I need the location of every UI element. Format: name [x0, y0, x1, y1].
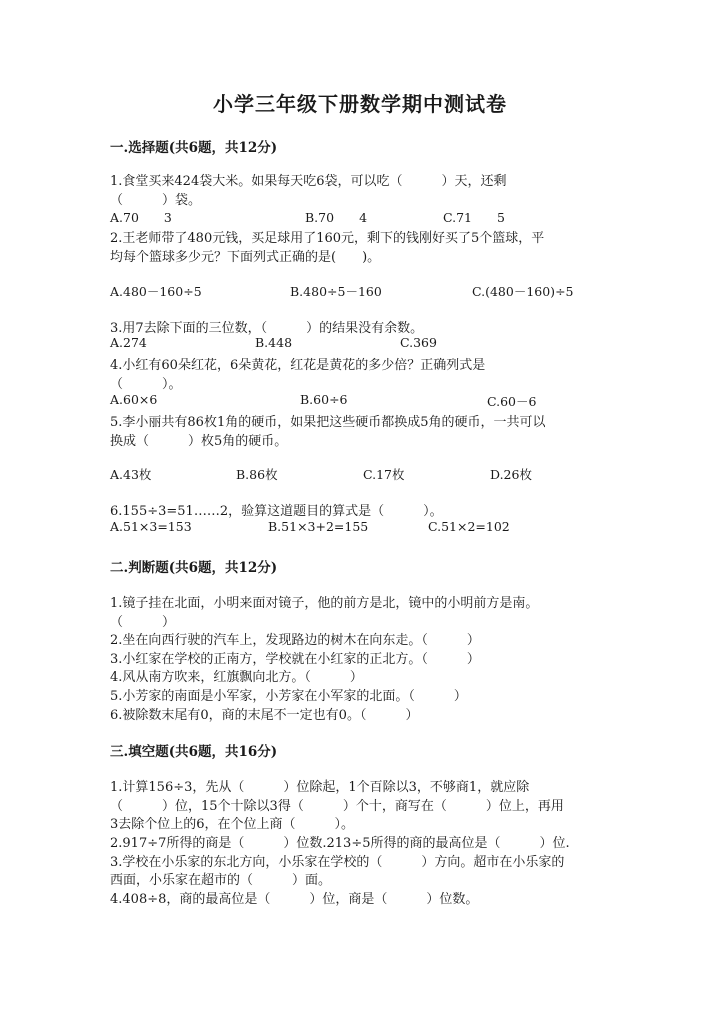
option-b: B.51×3+2=155	[268, 519, 369, 534]
section-heading-choice: 一.选择题(共6题，共12分)	[110, 140, 278, 156]
question-line: 1.计算156÷3，先从（ ）位除起，1个百除以3，不够商1，就应除	[110, 780, 530, 795]
option-d: D.26枚	[490, 467, 532, 482]
question-line: 3.学校在小乐家的东北方向，小乐家在学校的（ ）方向。超市在小乐家的	[110, 855, 565, 870]
option-c: C.60－6	[487, 394, 537, 409]
question-line: 3去除个位上的6，在个位上商（ ）。	[110, 817, 355, 832]
question-line: 2.917÷7所得的商是（ ）位数.213÷5所得的商的最高位是（ ）位.	[110, 836, 570, 851]
question-line: 1.镜子挂在北面，小明来面对镜子，他的前方是北，镜中的小明前方是南。	[110, 596, 539, 611]
option-b: B.480÷5－160	[290, 284, 382, 299]
question-line: 5.李小丽共有86枚1角的硬币，如果把这些硬币都换成5角的硬币，一共可以	[110, 415, 546, 430]
option-a: A.51×3=153	[110, 519, 192, 534]
question-line: 西面，小乐家在超市的（ ）面。	[110, 873, 332, 888]
option-a: A.274	[110, 335, 147, 350]
question-line: 3.用7去除下面的三位数，（ ）的结果没有余数。	[110, 321, 424, 336]
question-line: 5.小芳家的南面是小军家，小芳家在小军家的北面。（ ）	[110, 689, 467, 704]
option-b: B.60÷6	[300, 392, 348, 407]
question-line: 2.王老师带了480元钱，买足球用了160元，剩下的钱刚好买了5个篮球，平	[110, 231, 545, 246]
question-line: （ ）位，15个十除以3得（ ）个十，商写在（ ）位上，再用	[110, 799, 564, 814]
question-line: 4.408÷8，商的最高位是（ ）位，商是（ ）位数。	[110, 892, 479, 907]
option-c: C.17枚	[363, 467, 405, 482]
option-b: B.70 4	[305, 210, 368, 225]
question-line: 4.小红有60朵红花，6朵黄花，红花是黄花的多少倍？正确列式是	[110, 358, 486, 373]
question-line: 2.坐在向西行驶的汽车上，发现路边的树木在向东走。（ ）	[110, 633, 480, 648]
option-c: C.51×2=102	[428, 519, 510, 534]
question-line: 3.小红家在学校的正南方，学校就在小红家的正北方。（ ）	[110, 652, 480, 667]
question-line: 6.被除数末尾有0，商的末尾不一定也有0。（ ）	[110, 708, 419, 723]
section-heading-fill: 三.填空题(共6题，共16分)	[110, 744, 278, 760]
question-line: 1.食堂买来424袋大米。如果每天吃6袋，可以吃（ ）天，还剩	[110, 174, 507, 189]
question-line: （ ）袋。	[110, 193, 202, 208]
question-line: 均每个篮球多少元？下面列式正确的是( )。	[110, 250, 381, 265]
option-a: A.70 3	[110, 210, 172, 225]
option-b: B.448	[255, 335, 293, 350]
section-heading-judge: 二.判断题(共6题，共12分)	[110, 560, 278, 576]
option-a: A.480－160÷5	[110, 284, 202, 299]
option-c: C.(480－160)÷5	[472, 284, 574, 299]
option-a: A.43枚	[110, 467, 152, 482]
option-a: A.60×6	[110, 392, 158, 407]
question-line: 换成（ ）枚5角的硬币。	[110, 434, 288, 449]
question-line: 4.风从南方吹来，红旗飘向北方。（ ）	[110, 670, 363, 685]
option-c: C.369	[400, 335, 437, 350]
question-line: （ ）	[110, 615, 176, 630]
option-b: B.86枚	[236, 467, 278, 482]
question-line: （ ）。	[110, 377, 182, 392]
option-c: C.71 5	[443, 210, 505, 225]
page-title: 小学三年级下册数学期中测试卷	[213, 92, 507, 116]
question-line: 6.155÷3=51……2，验算这道题目的算式是（ ）。	[110, 504, 443, 519]
